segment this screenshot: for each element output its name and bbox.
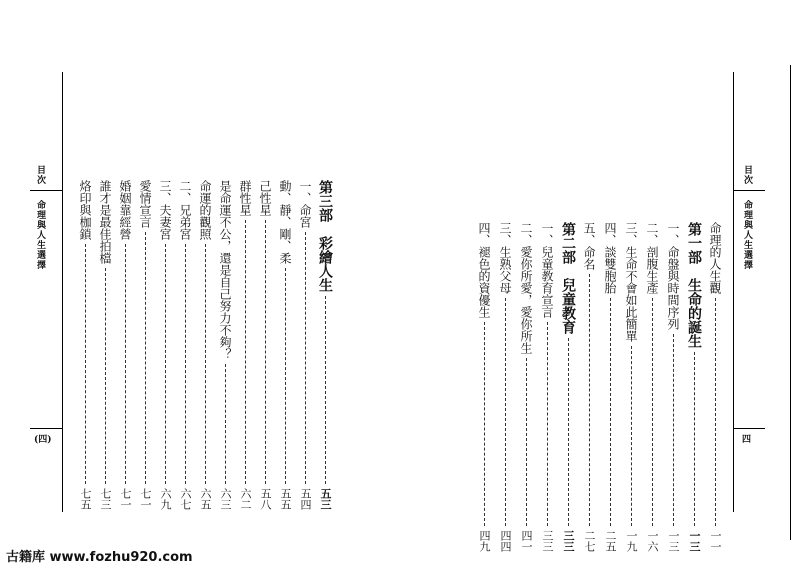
right-entry-page: 二五: [604, 530, 617, 552]
right-entry-title: 第二部 兒童教育: [560, 222, 576, 334]
left-page-number: (四): [34, 435, 52, 445]
left-entry: [78, 180, 92, 510]
left-entry: [318, 180, 332, 510]
right-entry-page: 一六: [646, 530, 659, 552]
right-side-label: 目次: [742, 165, 752, 185]
right-entry-title: 三、生熟父母: [498, 222, 512, 294]
left-entry: [258, 180, 272, 510]
left-entry: [98, 180, 112, 510]
left-dot-leader: [185, 244, 186, 484]
left-dot-leader: [225, 364, 226, 484]
left-entry-title: 群性星: [238, 180, 252, 216]
footer-watermark: 古籍库 www.fozhu920.com: [6, 550, 193, 565]
right-entry: [582, 222, 596, 552]
right-entry: [666, 222, 680, 552]
right-dot-leader: [547, 322, 548, 526]
right-label-rule: [733, 190, 765, 191]
left-entry: [218, 180, 232, 510]
left-entry-page: 五五: [279, 488, 292, 510]
left-entry: [298, 180, 312, 510]
left-entry-page: 六三: [219, 488, 232, 510]
left-entry-page: 五八: [259, 488, 272, 510]
right-entry-title: 命理的人生觀: [708, 222, 722, 294]
left-entry: [158, 180, 172, 510]
left-entry-title: 命運的觀照: [198, 180, 212, 240]
left-dot-leader: [125, 244, 126, 484]
right-entry: [687, 222, 701, 552]
right-page-rule: [733, 428, 765, 429]
left-entry-title: 誰才是最佳拍檔: [98, 180, 112, 264]
right-dot-leader: [673, 334, 674, 526]
left-entry-title: 婚姻靠經營: [118, 180, 132, 240]
right-entry-title: 三、生命不會如此簡單: [624, 222, 638, 342]
left-dot-leader: [105, 268, 106, 484]
left-entry-title: 第三部 彩繪人生: [317, 180, 333, 292]
left-entry-page: 七一: [139, 488, 152, 510]
left-dot-leader: [165, 244, 166, 484]
right-entry-page: 一三: [688, 530, 701, 552]
right-dot-leader: [589, 274, 590, 526]
right-entry-page: 三三: [562, 530, 575, 552]
left-entry-title: 愛情宣言: [138, 180, 152, 228]
left-entry-page: 六五: [199, 488, 212, 510]
left-entry: [178, 180, 192, 510]
right-margin-rule: [733, 72, 734, 512]
left-entry-title: 烙印與枷鎖: [78, 180, 92, 240]
right-entry: [498, 222, 512, 552]
left-entry-title: 三、夫妻宮: [158, 180, 172, 240]
right-entry-title: 一、命盤與時間序列: [666, 222, 680, 330]
right-entry-title: 第一部 生命的誕生: [686, 222, 702, 348]
right-dot-leader: [715, 298, 716, 526]
left-dot-leader: [145, 232, 146, 484]
left-entry-page: 七五: [79, 488, 92, 510]
left-entry-page: 七一: [119, 488, 132, 510]
right-dot-leader: [505, 298, 506, 526]
left-entry: [278, 180, 292, 510]
right-entry-page: 四四: [499, 530, 512, 552]
right-entry-title: 二、愛你所愛，愛你所生: [519, 222, 533, 354]
left-dot-leader: [85, 244, 86, 484]
left-entry: [238, 180, 252, 510]
left-dot-leader: [245, 220, 246, 484]
left-dot-leader: [265, 220, 266, 484]
right-edge-line: [790, 65, 791, 540]
right-entry-page: 一一: [709, 530, 722, 552]
left-entry-page: 六七: [179, 488, 192, 510]
left-entry: [138, 180, 152, 510]
left-entry-page: 七三: [99, 488, 112, 510]
right-entry-title: 四、談雙胞胎: [603, 222, 617, 294]
right-entry-title: 四、褪色的資優生: [477, 222, 491, 318]
left-entry-title: 動、靜、剛、柔: [278, 180, 292, 264]
left-margin-rule: [62, 72, 63, 512]
left-entry-page: 五三: [319, 488, 332, 510]
left-entry-page: 五四: [299, 488, 312, 510]
right-entry-title: 五、命名: [582, 222, 596, 270]
left-entry-title: 一、命宮: [298, 180, 312, 228]
right-entry-title: 二、剖腹生產: [645, 222, 659, 294]
left-dot-leader: [205, 244, 206, 484]
right-entry-page: 一三: [667, 530, 680, 552]
left-dot-leader: [305, 232, 306, 484]
left-entry-title: 己性星: [258, 180, 272, 216]
left-dot-leader: [325, 296, 326, 484]
right-dot-leader: [694, 352, 695, 526]
left-entry: [118, 180, 132, 510]
left-entry-page: 六二: [239, 488, 252, 510]
left-entry: [198, 180, 212, 510]
right-entry-page: 四一: [520, 530, 533, 552]
left-side-label: 目次: [35, 165, 45, 185]
right-entry: [540, 222, 554, 552]
right-dot-leader: [652, 298, 653, 526]
right-dot-leader: [568, 338, 569, 526]
right-entry-page: 二七: [583, 530, 596, 552]
right-dot-leader: [631, 346, 632, 526]
left-entry-page: 六九: [159, 488, 172, 510]
left-dot-leader: [285, 268, 286, 484]
right-entry: [624, 222, 638, 552]
right-entry: [645, 222, 659, 552]
right-dot-leader: [484, 322, 485, 526]
right-entry-title: 一、兒童教育宣言: [540, 222, 554, 318]
right-dot-leader: [610, 298, 611, 526]
right-entry: [708, 222, 722, 552]
right-dot-leader: [526, 358, 527, 526]
left-entry-title: 二、兄弟宮: [178, 180, 192, 240]
right-entry: [477, 222, 491, 552]
right-page-number: 四: [742, 435, 752, 445]
right-running-title: 命理與人生選擇: [742, 200, 752, 270]
left-entry-title: 是命運不公，還是自己努力不夠？: [218, 180, 232, 360]
right-entry: [603, 222, 617, 552]
right-entry: [561, 222, 575, 552]
right-entry-page: 一九: [625, 530, 638, 552]
left-page-rule: [30, 428, 62, 429]
left-label-rule: [30, 190, 62, 191]
right-entry-page: 四九: [478, 530, 491, 552]
left-running-title: 命理與人生選擇: [35, 200, 45, 270]
right-entry: [519, 222, 533, 552]
right-entry-page: 三三: [541, 530, 554, 552]
